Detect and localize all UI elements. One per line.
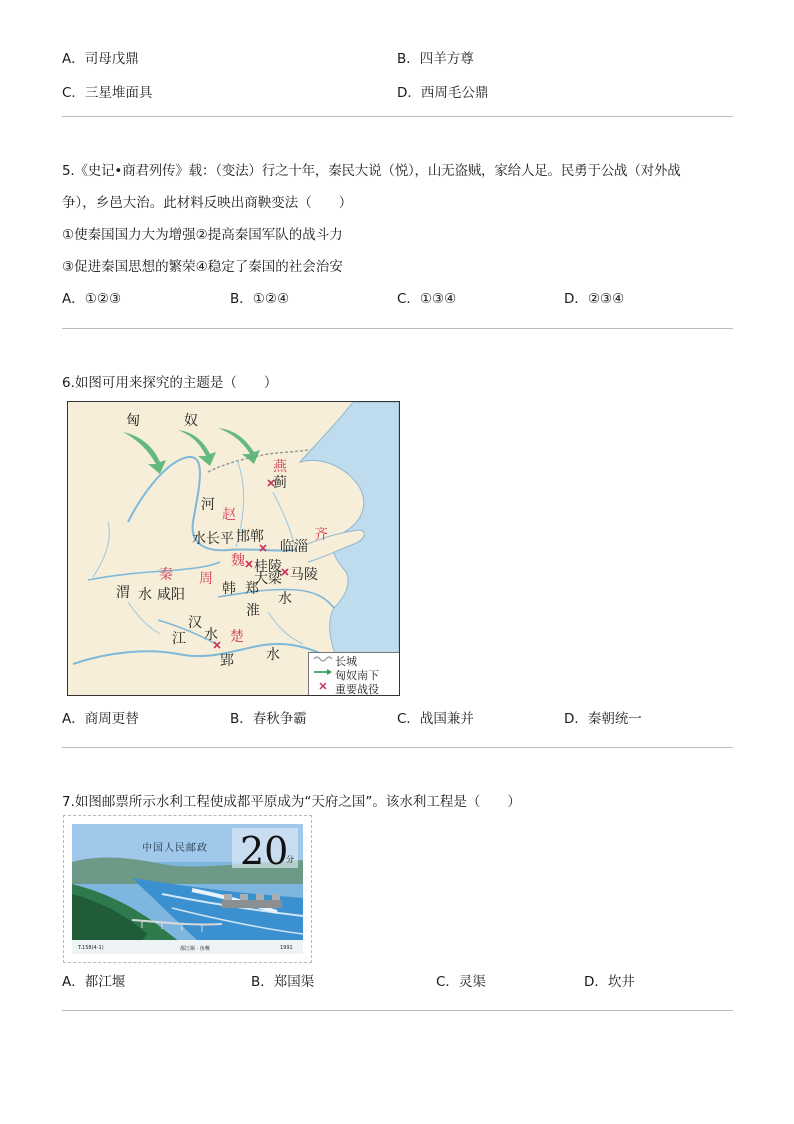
map-label-zhou: 周: [199, 571, 213, 587]
q5-option-b: B．①②④: [230, 291, 290, 307]
divider: [62, 328, 733, 329]
dujiangyan-stamp: [63, 815, 312, 963]
stamp-denomination: 20: [240, 829, 289, 873]
q7-option-a: A．都江堰: [62, 974, 126, 990]
stamp-country: 中国人民邮政: [142, 843, 208, 854]
map-label-shui-han: 水: [204, 627, 218, 643]
legend-great-wall: [313, 654, 357, 668]
tributary: [268, 612, 303, 644]
map-label-ying: 郢: [220, 653, 234, 669]
map-label-shui-huai: 水: [278, 591, 292, 607]
map-label-qi: 齐: [314, 527, 328, 543]
q5-option-c: C．①③④: [397, 291, 457, 307]
q7-option-d: D．坎井: [584, 974, 635, 990]
map-label-wei-state: 魏: [231, 553, 245, 569]
legend-xiongnu-south: [313, 668, 379, 682]
stamp-year: 1991: [280, 945, 293, 951]
stamp-artwork: [72, 824, 303, 954]
map-label-changping: 长平: [206, 531, 234, 547]
tributary: [93, 522, 109, 577]
map-legend: [308, 652, 399, 696]
q5-option-d: D．②③④: [564, 291, 625, 307]
map-label-ji: 蓟: [273, 475, 287, 491]
map-label-xianyang: 咸阳: [157, 587, 185, 603]
map-label-shui-north: 水: [192, 531, 206, 547]
map-label-zhao: 赵: [222, 507, 236, 523]
q6-option-a: A．商周更替: [62, 711, 139, 727]
divider: [62, 116, 733, 117]
map-label-maling: 马陵: [290, 567, 318, 583]
map-label-jiang: 江: [172, 631, 186, 647]
battle-marker: [282, 569, 288, 575]
map-label-xiongnu-2: 奴: [184, 413, 198, 429]
stamp-unit: 分: [286, 855, 294, 864]
battle-marker: [246, 561, 252, 567]
map-label-daliang: 大梁: [254, 571, 282, 587]
q7-option-b: B．郑国渠: [251, 974, 315, 990]
q7-option-c: C．灵渠: [436, 974, 486, 990]
q5-stem-line-2: 争），乡邑大治。此材料反映出商鞅变法（ ）: [62, 195, 353, 211]
map-label-handan: 邯郸: [236, 529, 264, 545]
warring-states-map: [67, 401, 400, 696]
q4-option-c: C．三星堆面具: [62, 85, 153, 101]
map-label-linzi: 临淄: [280, 539, 308, 555]
map-label-qin: 秦: [159, 567, 173, 583]
map-label-huai: 淮: [246, 603, 260, 619]
map-label-he: 河: [201, 497, 215, 513]
divider: [62, 1010, 733, 1011]
divider: [62, 747, 733, 748]
q4-option-d: D．西周毛公鼎: [397, 85, 489, 101]
legend-label: 长城: [335, 655, 357, 668]
tributary: [128, 602, 160, 634]
xiongnu-arrow: [123, 432, 166, 474]
legend-battle: [313, 682, 379, 696]
stamp-name: 都江堰 · 鱼嘴: [180, 946, 210, 952]
stamp-code: T.158(4-1): [78, 945, 104, 951]
xiongnu-arrow: [218, 428, 260, 464]
q6-option-d: D．秦朝统一: [564, 711, 642, 727]
legend-label: 匈奴南下: [335, 669, 379, 682]
map-label-shui-wei: 水: [138, 587, 152, 603]
map-label-han-state: 韩: [222, 581, 236, 597]
q5-stem-line-1: 5.《史记•商君列传》载：（变法）行之十年，秦民大说（悦），山无盗贼，家给人足。民勇于公战（对外战: [62, 163, 681, 179]
q6-option-b: B．春秋争霸: [230, 711, 307, 727]
q7-stem: 7.如图邮票所示水利工程使成都平原成为“天府之国”。该水利工程是（ ）: [62, 794, 521, 810]
map-label-wei-river: 渭: [116, 585, 130, 601]
map-label-chu: 楚: [230, 629, 244, 645]
q6-stem: 6.如图可用来探究的主题是（ ）: [62, 375, 278, 391]
legend-label: 重要战役: [335, 683, 379, 696]
q4-option-b: B．四羊方尊: [397, 51, 474, 67]
map-label-xiongnu-1: 匈: [126, 413, 140, 429]
map-label-guiling: 桂陵: [254, 559, 282, 575]
map-label-shui-jiang: 水: [266, 647, 280, 663]
map-label-yan: 燕: [273, 459, 287, 475]
map-label-zheng: 郑: [245, 581, 259, 597]
q5-option-a: A．①②③: [62, 291, 122, 307]
q5-items-line-1: ①使秦国国力大为增强②提高秦国军队的战斗力: [62, 227, 343, 243]
yangtze-river: [73, 644, 338, 664]
q5-items-line-2: ③促进秦国思想的繁荣④稳定了秦国的社会治安: [62, 259, 343, 275]
q6-option-c: C．战国兼并: [397, 711, 474, 727]
q4-option-a: A．司母戊鼎: [62, 51, 139, 67]
map-label-han-river: 汉: [188, 615, 202, 631]
